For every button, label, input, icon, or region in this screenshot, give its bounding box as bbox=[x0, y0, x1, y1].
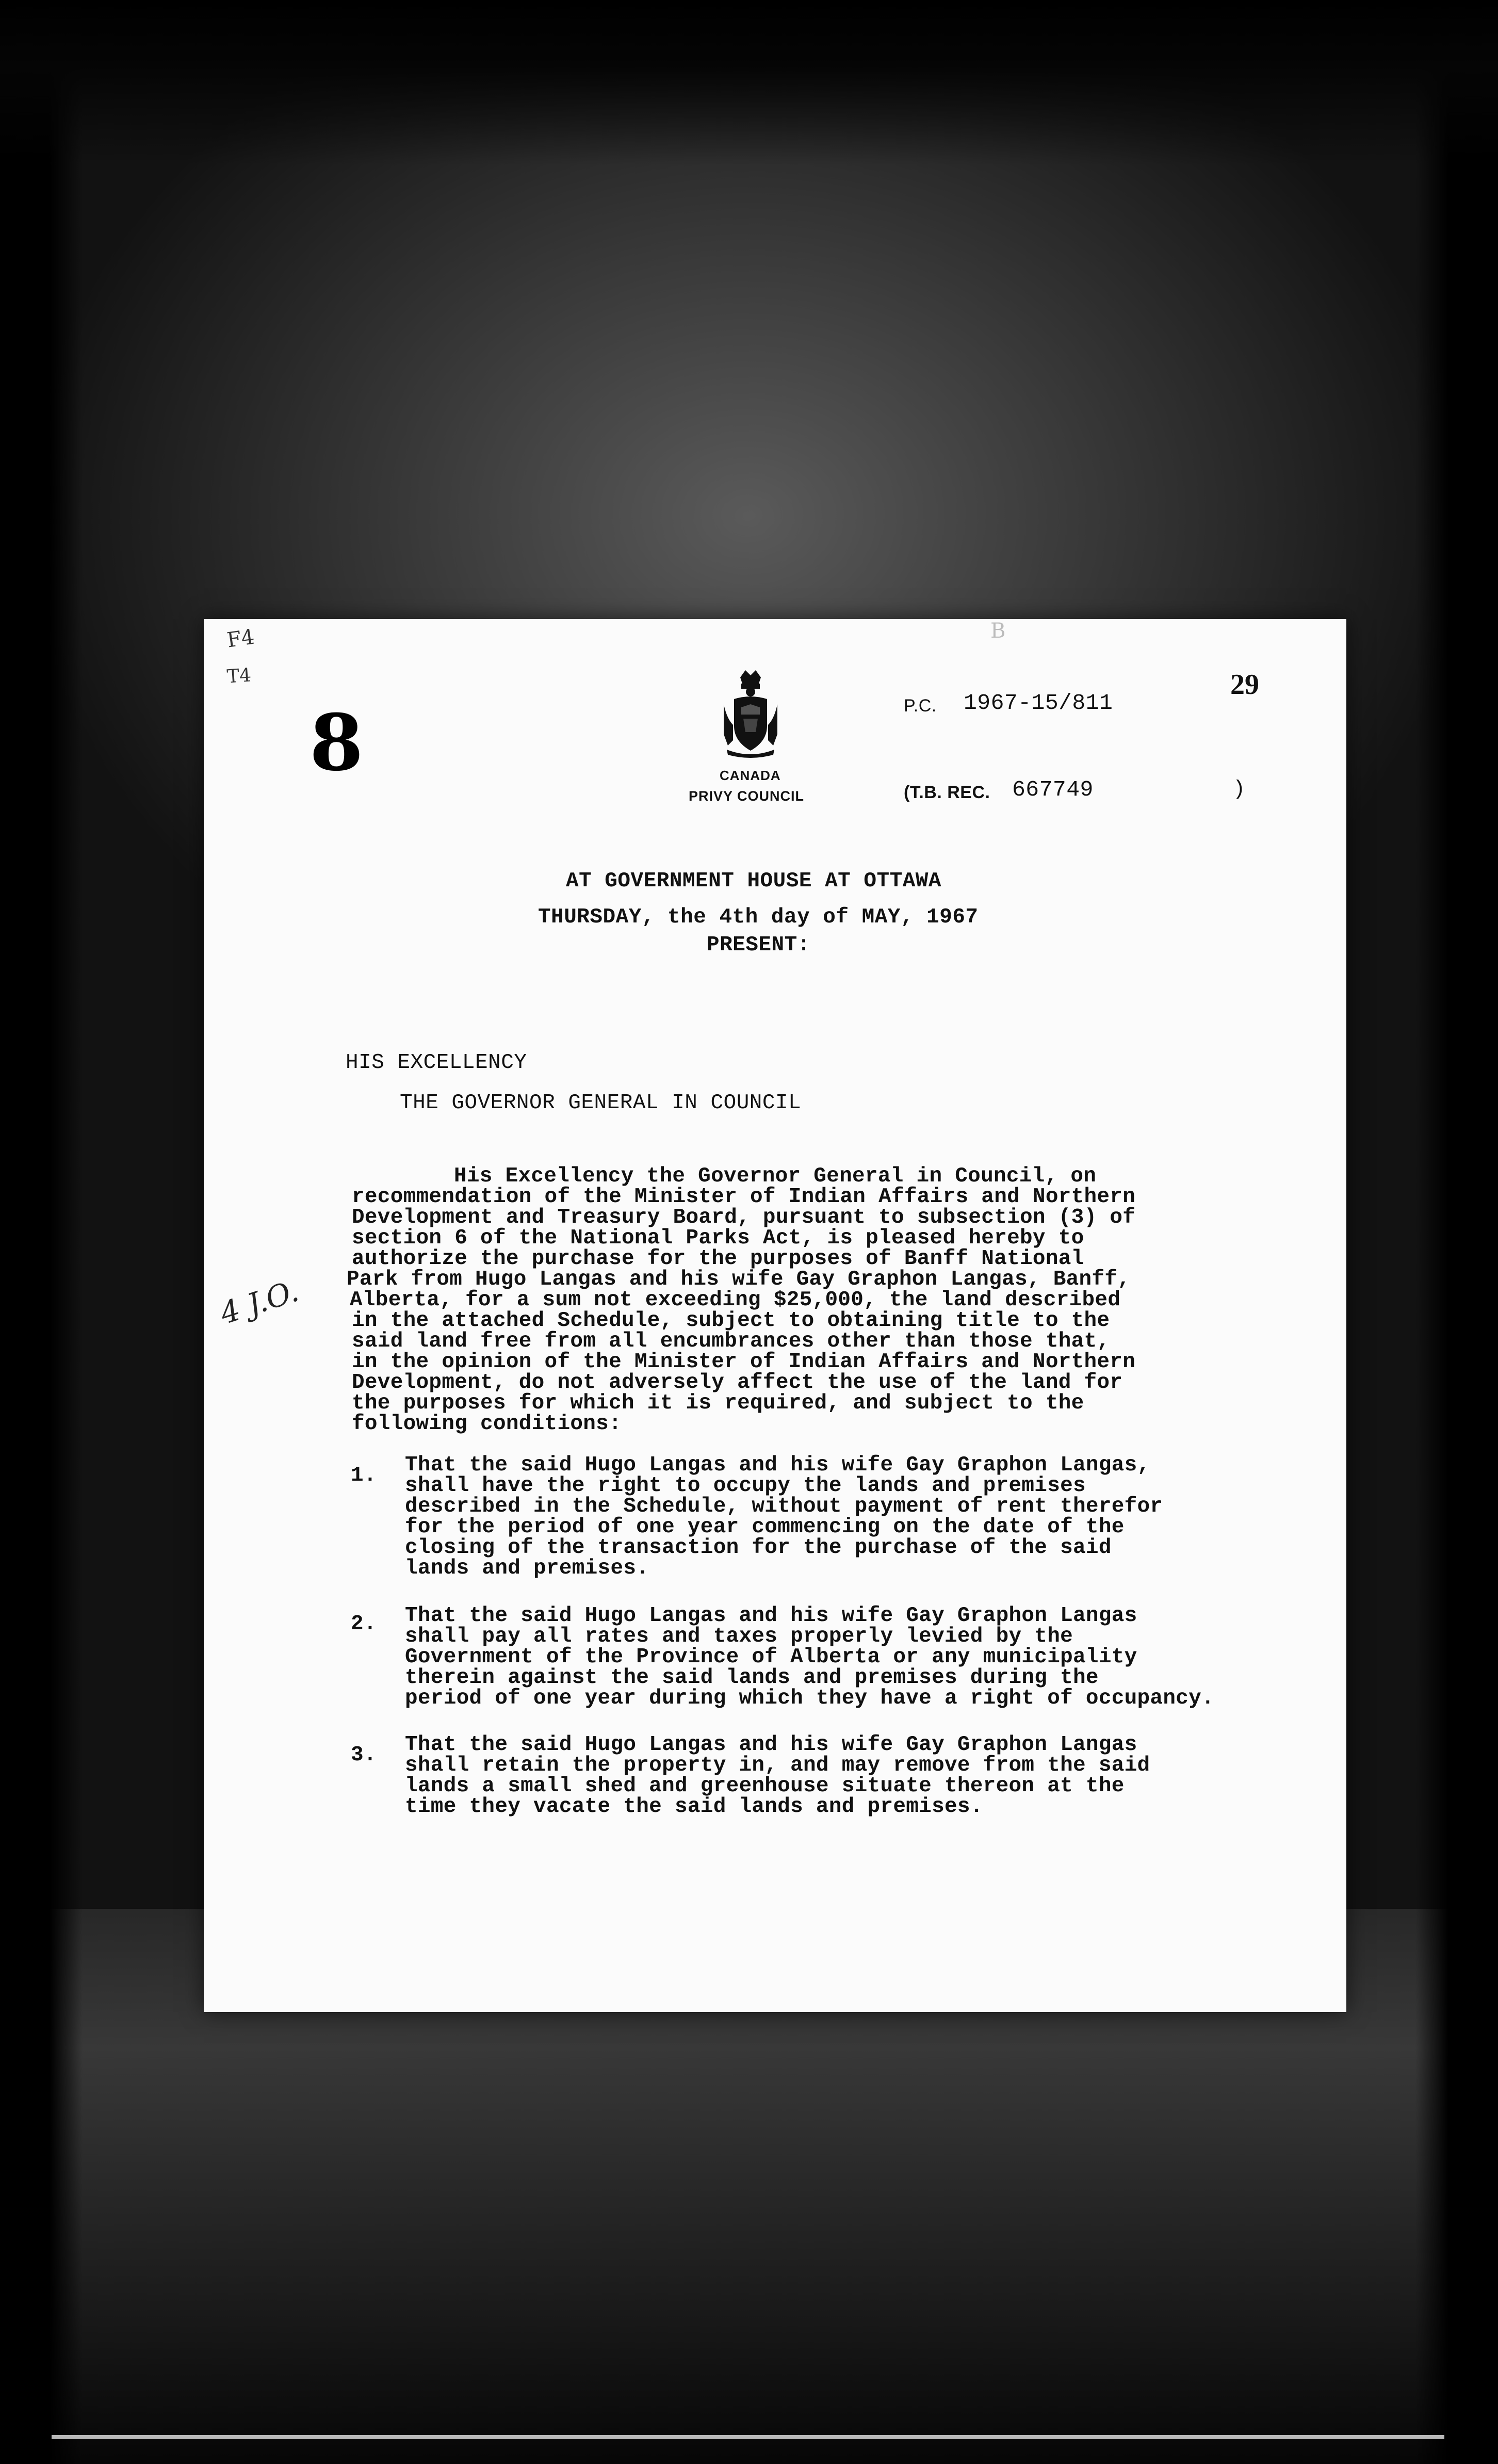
condition-line: for the period of one year commencing on the date of the bbox=[405, 1515, 1125, 1539]
tb-close: ) bbox=[1233, 778, 1246, 801]
condition-number: 2. bbox=[351, 1612, 377, 1636]
place-line: AT GOVERNMENT HOUSE AT OTTAWA bbox=[566, 869, 942, 893]
handwritten-number: 8 bbox=[310, 698, 364, 788]
body-line: authorize the purchase for the purposes of Banff National bbox=[352, 1247, 1084, 1271]
condition-number: 1. bbox=[351, 1464, 377, 1487]
body-line: recommendation of the Minister of Indian Affairs and Northern bbox=[352, 1185, 1136, 1209]
tb-number: 667749 bbox=[1012, 777, 1094, 802]
condition-line: described in the Schedule, without payment of rent therefor bbox=[405, 1495, 1163, 1518]
date-line: THURSDAY, the 4th day of MAY, 1967 bbox=[538, 905, 979, 929]
his-excellency: HIS EXCELLENCY bbox=[346, 1051, 527, 1075]
condition-number: 3. bbox=[351, 1743, 377, 1767]
body-line: the purposes for which it is required, and subject to the bbox=[352, 1391, 1084, 1415]
pc-label: P.C. bbox=[904, 696, 937, 716]
page-number: 29 bbox=[1230, 669, 1259, 701]
condition-line: That the said Hugo Langas and his wife Gay Graphon Langas bbox=[405, 1733, 1137, 1757]
condition-line: closing of the transaction for the purchase of the said bbox=[405, 1536, 1112, 1560]
condition-line: time they vacate the said lands and premises. bbox=[405, 1795, 983, 1819]
body-line: Development, do not adversely affect the use of the land for bbox=[352, 1371, 1123, 1395]
film-edge-top bbox=[0, 0, 1498, 165]
condition-line: shall pay all rates and taxes properly levied by the bbox=[405, 1625, 1073, 1648]
condition-line: shall retain the property in, and may remove from the said bbox=[405, 1754, 1150, 1777]
pc-number: 1967-15/811 bbox=[964, 690, 1113, 716]
margin-note-top-2: T4 bbox=[226, 664, 252, 688]
body-line: said land free from all encumbrances other than those that, bbox=[352, 1330, 1110, 1353]
condition-line: That the said Hugo Langas and his wife Gay Graphon Langas, bbox=[405, 1453, 1150, 1477]
condition-line: period of one year during which they have a right of occupancy. bbox=[405, 1687, 1214, 1710]
body-line: section 6 of the National Parks Act, is pleased hereby to bbox=[352, 1226, 1084, 1250]
condition-line: lands a small shed and greenhouse situate thereon at the bbox=[405, 1774, 1125, 1798]
body-line: Alberta, for a sum not exceeding $25,000, the land described bbox=[350, 1288, 1121, 1312]
body-line: in the attached Schedule, subject to obtaining title to the bbox=[352, 1309, 1110, 1333]
margin-initials: 4 J.O. bbox=[216, 1273, 303, 1332]
condition-line: shall have the right to occupy the lands and premises bbox=[405, 1474, 1086, 1498]
coat-of-arms-icon bbox=[720, 668, 781, 758]
margin-note-top-1: F4 bbox=[225, 625, 256, 653]
body-line: His Excellency the Governor General in Council, on bbox=[454, 1164, 1097, 1188]
governor-general-in-council: THE GOVERNOR GENERAL IN COUNCIL bbox=[400, 1091, 802, 1115]
present-line: PRESENT: bbox=[707, 933, 810, 957]
body-line: following conditions: bbox=[352, 1412, 622, 1436]
film-edge-line bbox=[52, 2435, 1444, 2439]
film-edge-right bbox=[1415, 0, 1498, 2464]
condition-line: That the said Hugo Langas and his wife Gay Graphon Langas bbox=[405, 1604, 1137, 1628]
body-line: Park from Hugo Langas and his wife Gay Graphon Langas, Banff, bbox=[347, 1268, 1131, 1291]
body-line: Development and Treasury Board, pursuant to subsection (3) of bbox=[352, 1206, 1136, 1229]
canada-label: CANADA bbox=[720, 768, 781, 783]
faint-mark: B bbox=[990, 619, 1006, 643]
body-line: in the opinion of the Minister of Indian Affairs and Northern bbox=[352, 1350, 1136, 1374]
tb-label: (T.B. REC. bbox=[904, 783, 990, 802]
condition-line: Government of the Province of Alberta or any municipality bbox=[405, 1645, 1137, 1669]
film-edge-left bbox=[0, 0, 83, 2464]
condition-line: therein against the said lands and premises during the bbox=[405, 1666, 1099, 1690]
condition-line: lands and premises. bbox=[405, 1557, 649, 1580]
privy-council-label: PRIVY COUNCIL bbox=[689, 788, 805, 804]
